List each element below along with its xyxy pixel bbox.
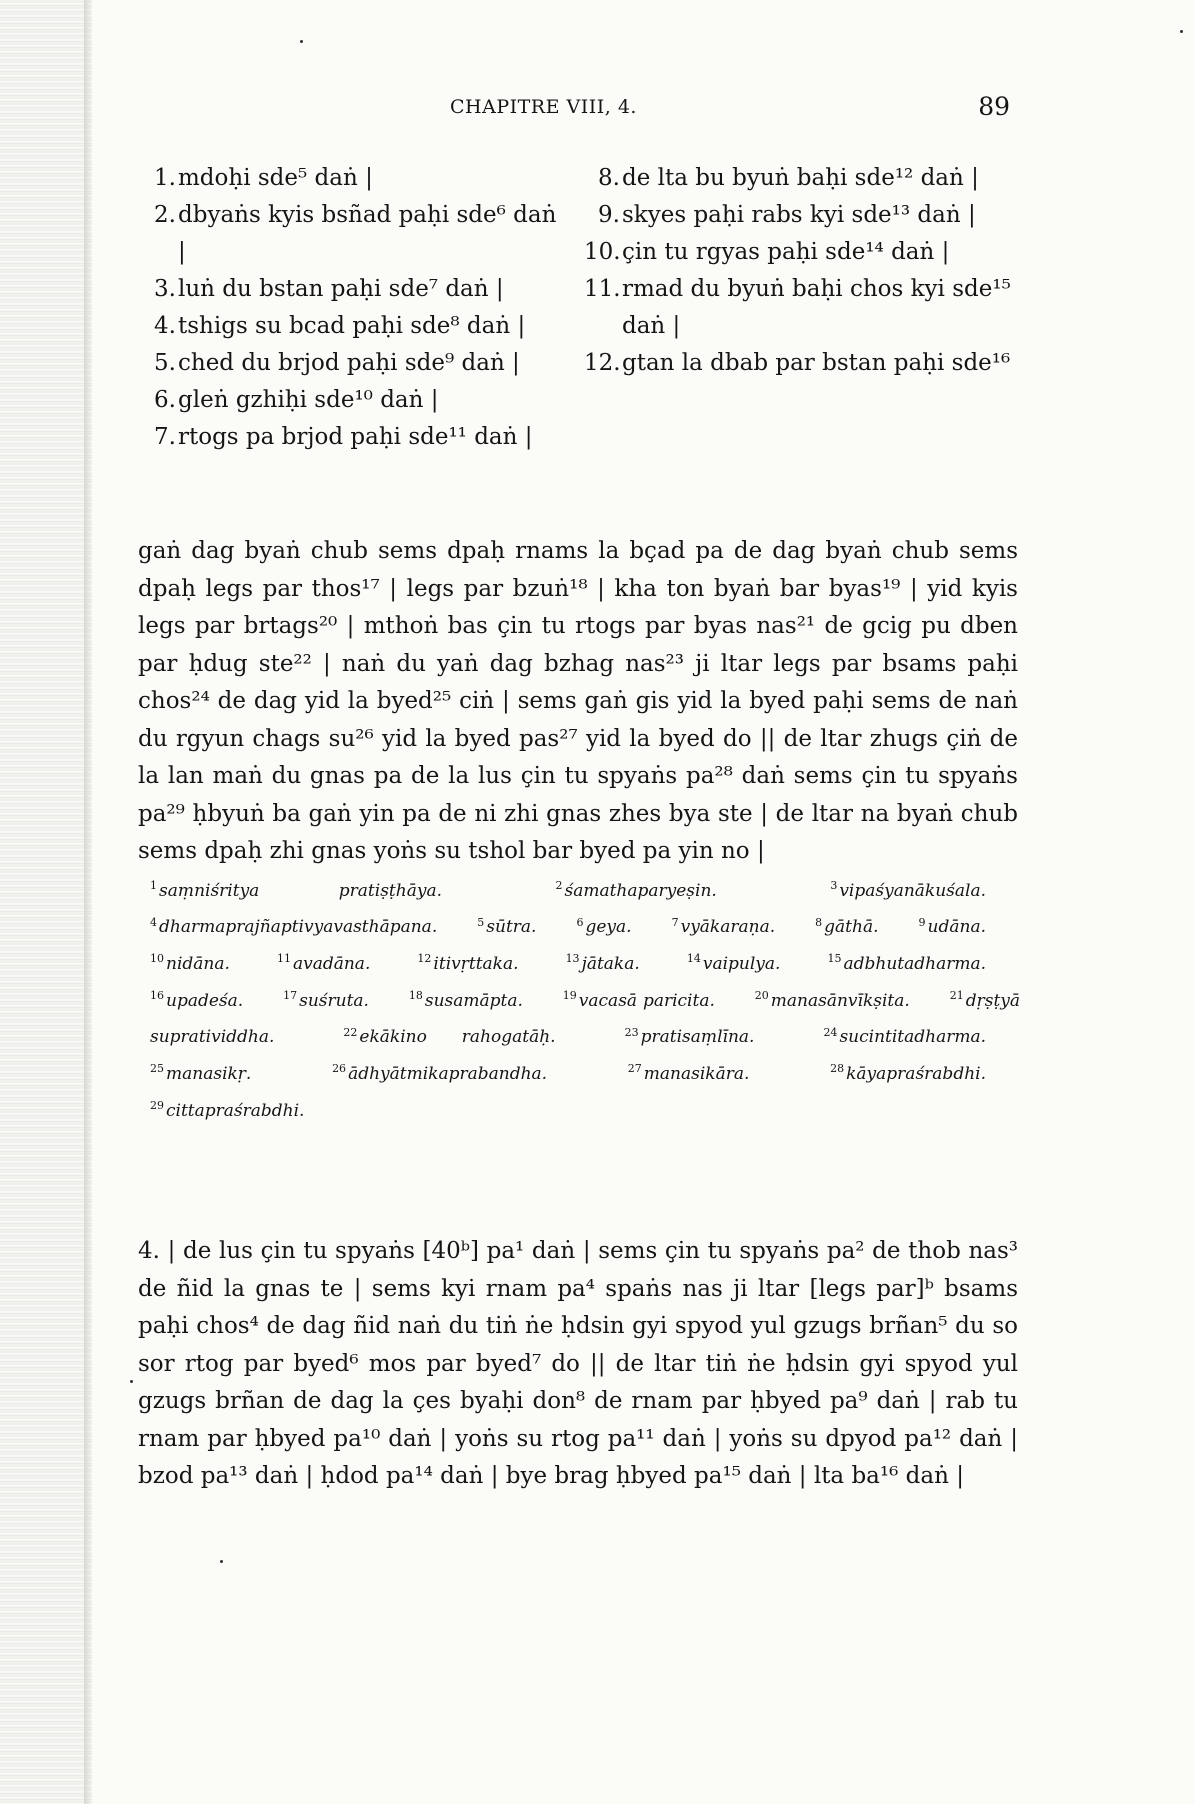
footnote: $^{22}$ ekākino rahogatāḥ. <box>343 1025 556 1048</box>
list-text: tshigs su bcad paḥi sde⁸ daṅ | <box>178 313 526 339</box>
list-item <box>140 160 560 197</box>
footnote: $^4$ dharmaprajñaptivyavasthāpana. <box>150 915 438 938</box>
list-text: gleṅ gzhiḥi sde¹⁰ daṅ | <box>178 387 439 413</box>
list-number: 10. <box>584 239 621 265</box>
footnote: $^{26}$ ādhyātmikaprabandha. <box>332 1062 548 1084</box>
footnote: $^9$ udāna. <box>918 915 986 938</box>
footnote: $^6$ geya. <box>576 915 632 938</box>
footnote: $^{23}$ pratisaṃlīna. <box>624 1025 755 1048</box>
list-item <box>584 197 1020 234</box>
list-text: mdoḥi sde⁵ daṅ | <box>178 165 373 191</box>
footnote: $^{28}$ kāyapraśrabdhi. <box>830 1062 986 1084</box>
body-paragraph: gaṅ dag byaṅ chub sems dpaḥ rnams la bçad pa de dag byaṅ chub sems dpaḥ legs par thos¹⁷ | legs par bzuṅ¹⁸ | kha ton byaṅ bar byas¹⁹ | yid kyis legs par brtags²⁰ | mthoṅ bas çin tu rtogs par byas nas²¹ de gcig pu dben par ḥdug ste²² | naṅ du yaṅ dag bzhag nas²³ ji ltar legs par bsams paḥi chos²⁴ de dag yid la byed²⁵ ciṅ | sems gaṅ gis yid la byed paḥi sems de naṅ du rgyun chags su²⁶ yid la byed pas²⁷ yid la byed do || de ltar zhugs çiṅ de la lan maṅ du gnas pa de la lus çin tu spyaṅs pa²⁸ daṅ sems çin tu spyaṅs pa²⁹ ḥbyuṅ ba gaṅ yin pa de ni zhi gnas zhes bya ste | de ltar na byaṅ chub sems dpaḥ zhi gnas yoṅs su tshol bar byed pa yin no | <box>138 538 1018 864</box>
footnote: $^{16}$ upadeśa. <box>150 988 244 1011</box>
list-number: 8. <box>598 165 620 191</box>
list-number: 2. <box>154 202 176 228</box>
footnote: $^{24}$ sucintitadharma. <box>823 1025 987 1048</box>
page-number: 89 <box>978 92 1010 121</box>
footnote: $^1$ saṃniśritya pratiṣṭhāya. <box>150 879 442 901</box>
footnote: $^{20}$ manasānvīkṣita. <box>754 988 910 1011</box>
list-item <box>584 234 1020 271</box>
section-4-paragraph: 4. | de lus çin tu spyaṅs [40ᵇ] pa¹ daṅ | sems çin tu spyaṅs pa² de thob nas³ de ñid la gnas te | sems kyi rnam pa⁴ spaṅs nas ji ltar [legs par]ᵇ bsams paḥi chos⁴ de dag ñid naṅ du tiṅ ṅe ḥdsin gyi spyod yul gzugs brñan⁵ du so sor rtog par byed⁶ mos par byed⁷ do || de ltar tiṅ ṅe ḥdsin gyi spyod yul gzugs brñan de dag la çes byaḥi don⁸ de rnam par ḥbyed pa⁹ daṅ | rab tu rnam par ḥbyed pa¹⁰ daṅ | yoṅs su rtog pa¹¹ daṅ | yoṅs su dpyod pa¹² daṅ | bzod pa¹³ daṅ | ḥdod pa¹⁴ daṅ | bye brag ḥbyed pa¹⁵ daṅ | lta ba¹⁶ daṅ | <box>138 1238 1018 1489</box>
list-text: rmad du byuṅ baḥi chos kyi sde¹⁵ daṅ | <box>622 276 1011 339</box>
list-item <box>140 308 560 345</box>
footnote: $^7$ vyākaraṇa. <box>671 915 776 938</box>
list-number: 7. <box>154 424 176 450</box>
book-spine-shadow <box>0 0 92 1804</box>
chapter-title: CHAPITRE VIII, 4. <box>450 96 637 118</box>
footnote: $^{29}$ cittapraśrabdhi. <box>150 1098 305 1121</box>
list-text: skyes paḥi rabs kyi sde¹³ daṅ | <box>622 202 976 228</box>
list-number: 3. <box>154 276 176 302</box>
print-speck <box>220 1560 223 1563</box>
list-number: 1. <box>154 165 176 191</box>
footnote: $^{14}$ vaipulya. <box>686 952 781 974</box>
footnotes <box>150 870 1020 1127</box>
list-item <box>584 160 1020 197</box>
list-text: ched du brjod paḥi sde⁹ daṅ | <box>178 350 520 376</box>
list-column-left <box>140 160 560 456</box>
footnote: $^{12}$ itivṛttaka. <box>417 952 519 974</box>
footnote: $^{25}$ manasikṛ. <box>150 1062 252 1084</box>
list-text: de lta bu byuṅ baḥi sde¹² daṅ | <box>622 165 979 191</box>
list-text: rtogs pa brjod paḥi sde¹¹ daṅ | <box>178 424 533 450</box>
list-number: 6. <box>154 387 176 413</box>
print-speck <box>300 40 303 43</box>
list-item <box>140 197 560 271</box>
print-speck <box>1180 30 1183 33</box>
footnote: $^{10}$ nidāna. <box>150 952 230 974</box>
footnote: $^{19}$ vacasā paricita. <box>562 988 715 1011</box>
list-item <box>140 271 560 308</box>
list-text: dbyaṅs kyis bsñad paḥi sde⁶ daṅ | <box>178 202 557 265</box>
footnote: $^{21}$ dṛṣṭyā supratividdha. <box>150 988 1021 1048</box>
list-number: 12. <box>584 350 621 376</box>
list-item <box>584 271 1020 345</box>
list-text: çin tu rgyas paḥi sde¹⁴ daṅ | <box>622 239 950 265</box>
page-header <box>420 86 1010 126</box>
footnote: $^5$ sūtra. <box>477 915 537 938</box>
list-item <box>140 345 560 382</box>
footnote: $^{15}$ adbhutadharma. <box>827 952 987 974</box>
list-item <box>584 345 1020 382</box>
footnote: $^{13}$ jātaka. <box>565 952 640 974</box>
footnote: $^2$ śamathaparyeṣin. <box>555 879 717 901</box>
list-column-right <box>584 160 1020 382</box>
list-number: 5. <box>154 350 176 376</box>
list-number: 4. <box>154 313 176 339</box>
footnote: $^{18}$ susamāpta. <box>408 988 523 1011</box>
footnote: $^{17}$ suśruta. <box>283 988 369 1011</box>
list-item <box>140 382 560 419</box>
list-text: gtan la dbab par bstan paḥi sde¹⁶ <box>622 350 1011 376</box>
list-number: 11. <box>584 276 621 302</box>
list-text: luṅ du bstan paḥi sde⁷ daṅ | <box>178 276 504 302</box>
list-item <box>140 419 560 456</box>
footnote: $^{11}$ avadāna. <box>276 952 371 974</box>
print-speck <box>130 1380 133 1383</box>
footnote: $^3$ vipaśyanākuśala. <box>830 879 987 901</box>
footnote: $^{27}$ manasikāra. <box>627 1062 750 1084</box>
list-number: 9. <box>598 202 620 228</box>
footnote: $^8$ gāthā. <box>815 915 879 938</box>
numbered-list <box>140 160 1020 490</box>
